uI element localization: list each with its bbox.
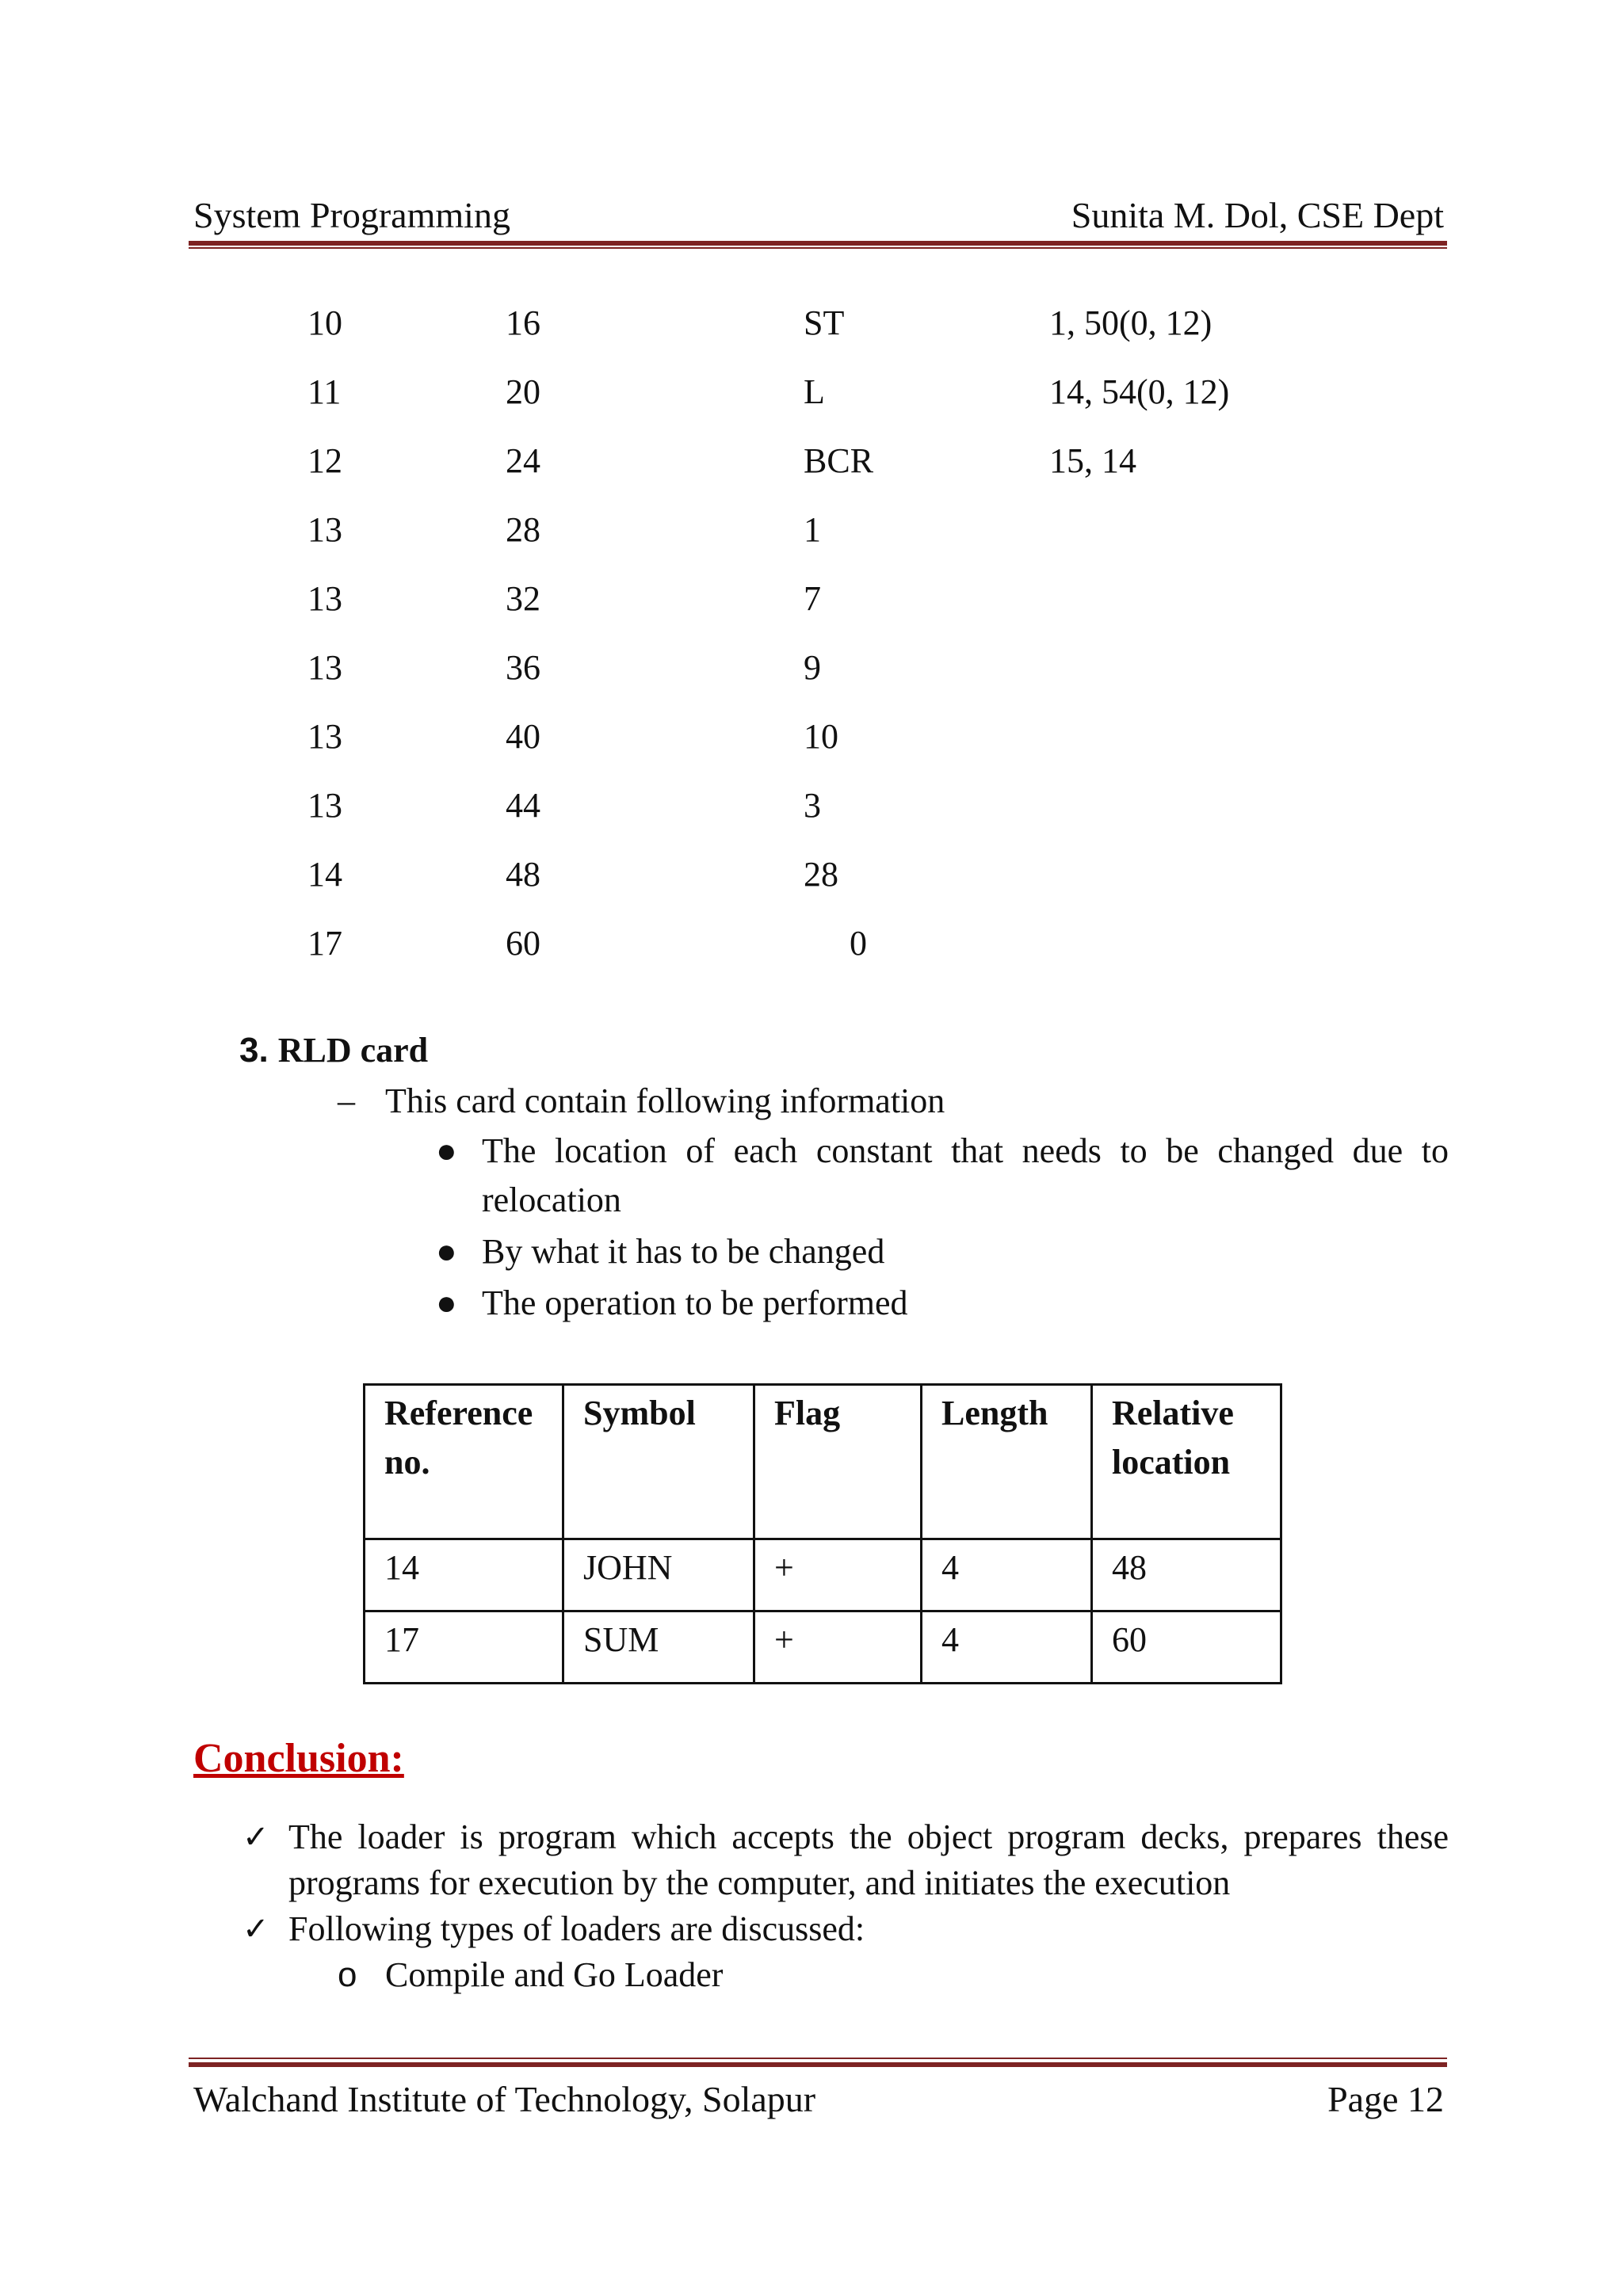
bullet-list [434,1127,1449,1330]
listing-constant: 10 [804,717,838,756]
table-header-cell: Length [922,1385,1092,1539]
bullet-text: The location of each constant that needs to be changed due to relocation [482,1131,1449,1219]
listing-row [307,439,1338,508]
listing-row [307,852,1338,921]
section-heading [239,1028,428,1073]
listing-location: 32 [506,579,540,618]
listing-row [307,370,1338,439]
conclusion-heading: Conclusion: [193,1736,404,1781]
listing-location: 44 [506,786,540,825]
listing-location: 20 [506,372,540,411]
listing-stmt-no: 10 [307,303,342,342]
table-cell: 48 [1092,1539,1281,1611]
footer-rule-thick [189,2062,1447,2067]
listing-row [307,646,1338,715]
listing-constant: 0 [850,924,867,963]
table-cell: + [754,1539,922,1611]
table-cell: JOHN [563,1539,754,1611]
listing-constant: 3 [804,786,821,825]
listing-constant: 1 [804,510,821,549]
conclusion-text: The loader is program which accepts the object program decks, prepares these programs for execution by the computer, and initiates the execution [288,1817,1449,1902]
listing-stmt-no: 13 [307,579,342,618]
bullet-dot-icon: ● [436,1232,457,1271]
listing-location: 60 [506,924,540,963]
footer-institute: Walchand Institute of Technology, Solapur [193,2079,816,2119]
table-cell: 17 [365,1611,563,1684]
conclusion-list [239,1814,1449,1952]
dash-text: This card contain following information [385,1081,945,1120]
listing-location: 24 [506,441,540,480]
conclusion-item [239,1814,1449,1906]
listing-stmt-no: 13 [307,786,342,825]
header-rule-thick [189,241,1447,246]
bullet-dot-icon: ● [436,1283,457,1322]
listing-operand: 1, 50(0, 12) [1049,303,1212,342]
listing-stmt-no: 13 [307,717,342,756]
listing-location: 36 [506,648,540,687]
table-header-cell: Reference no. [365,1385,563,1539]
listing-location: 28 [506,510,540,549]
listing-operand: 14, 54(0, 12) [1049,372,1230,411]
header-course-title: System Programming [193,195,510,235]
listing-opcode: ST [804,303,845,342]
table-cell: + [754,1611,922,1684]
conclusion-sub-text: Compile and Go Loader [385,1955,724,1994]
bullet-item [434,1227,1449,1276]
listing-constant: 28 [804,855,838,894]
header-rule-thin [189,247,1447,249]
listing-stmt-no: 13 [307,648,342,687]
listing-opcode: BCR [804,441,874,480]
bullet-dot-icon: ● [436,1131,457,1170]
bullet-text: The operation to be performed [482,1283,908,1322]
listing-row [307,577,1338,646]
listing-operand: 15, 14 [1049,441,1136,480]
table-cell: SUM [563,1611,754,1684]
listing-row [307,784,1338,852]
footer-page-number: Page 12 [1327,2079,1444,2119]
header-author: Sunita M. Dol, CSE Dept [1071,195,1444,235]
table-header-cell: Flag [754,1385,922,1539]
bullet-item [434,1279,1449,1328]
table-header-cell: Symbol [563,1385,754,1539]
checkmark-icon: ✓ [242,1911,269,1947]
listing-stmt-no: 13 [307,510,342,549]
object-code-listing [307,301,1338,990]
table-row [365,1539,1281,1611]
table-header-row [365,1385,1281,1539]
listing-stmt-no: 14 [307,855,342,894]
footer-rule-thin [189,2058,1447,2059]
listing-row [307,921,1338,990]
listing-location: 48 [506,855,540,894]
listing-row [307,508,1338,577]
circle-bullet-marker: o [338,1955,357,1994]
listing-opcode: L [804,372,825,411]
listing-constant: 9 [804,648,821,687]
table-row [365,1611,1281,1684]
table-cell: 14 [365,1539,563,1611]
table-header-cell: Relative location [1092,1385,1281,1539]
conclusion-text: Following types of loaders are discussed: [288,1909,865,1948]
conclusion-item [239,1906,1449,1952]
listing-constant: 7 [804,579,821,618]
listing-location: 40 [506,717,540,756]
section-number: 3. [239,1031,269,1070]
checkmark-icon: ✓ [242,1819,269,1855]
dash-marker: – [338,1081,355,1120]
table-cell: 4 [922,1611,1092,1684]
rld-table [363,1383,1282,1684]
bullet-item [434,1127,1449,1225]
listing-location: 16 [506,303,540,342]
listing-stmt-no: 12 [307,441,342,480]
listing-stmt-no: 11 [307,372,342,411]
bullet-text: By what it has to be changed [482,1232,885,1271]
section-title: RLD card [277,1031,429,1070]
listing-row [307,715,1338,784]
table-cell: 4 [922,1539,1092,1611]
listing-row [307,301,1338,370]
listing-stmt-no: 17 [307,924,342,963]
table-cell: 60 [1092,1611,1281,1684]
